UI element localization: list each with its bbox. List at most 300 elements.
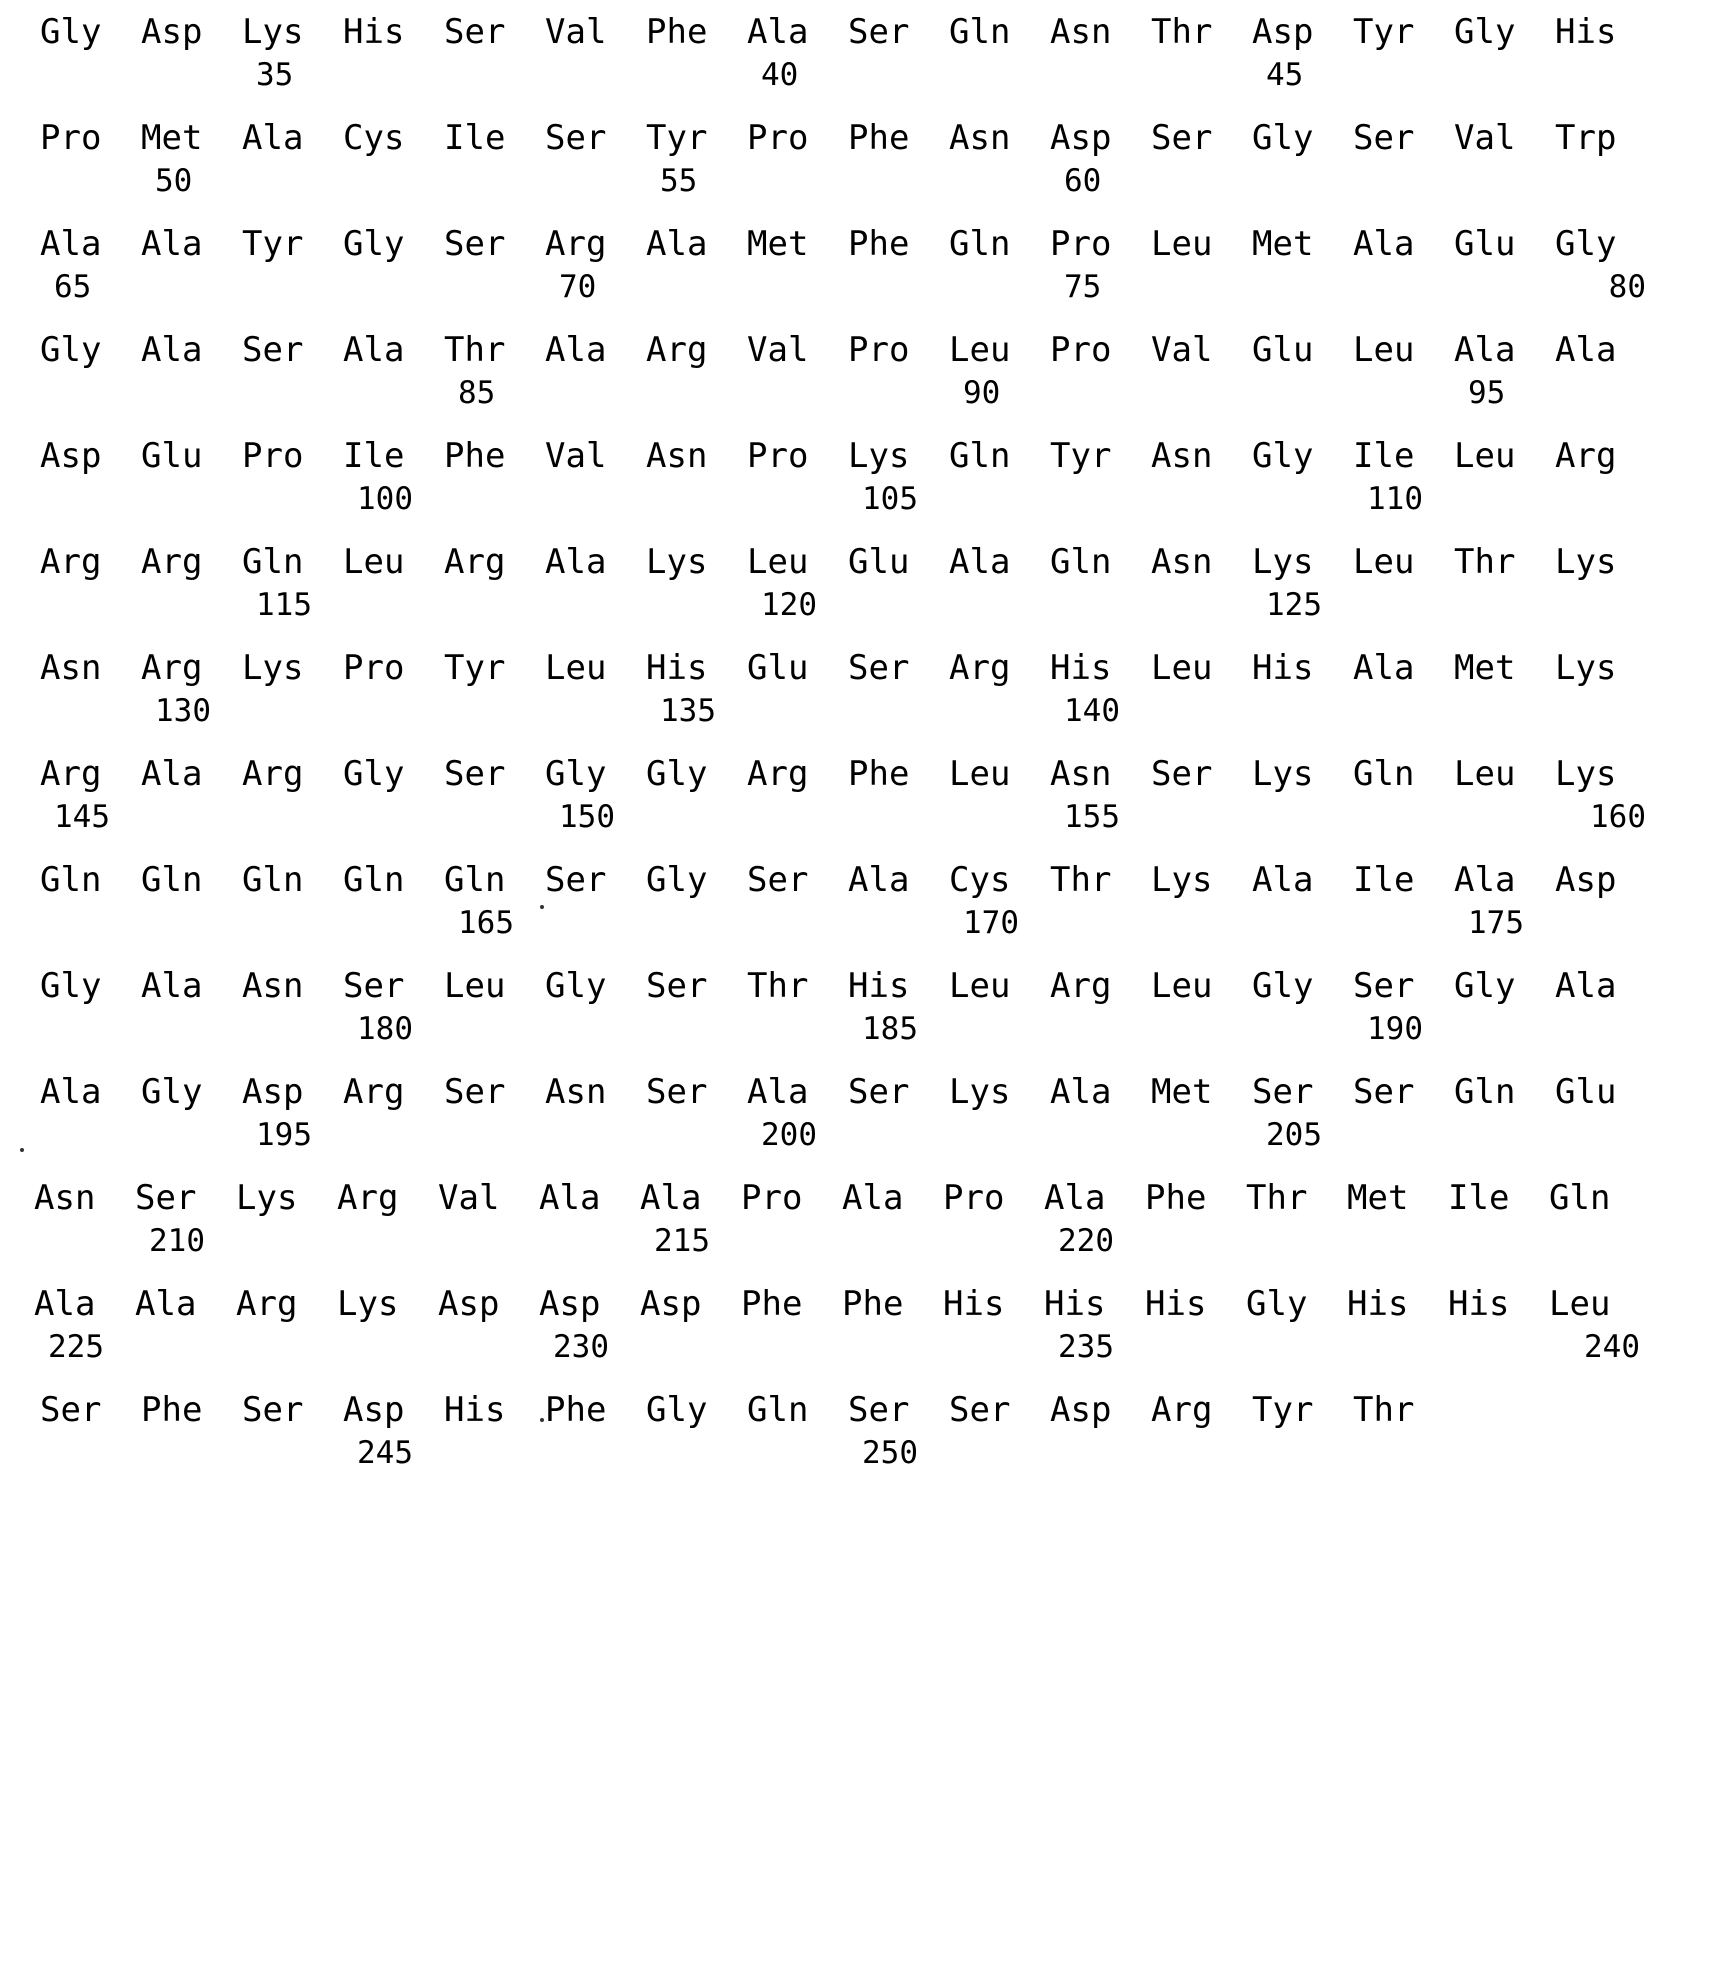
position-number: 205 <box>1266 1117 1322 1153</box>
residue-cell: Ala <box>343 330 405 370</box>
residue-cell: Ala <box>949 542 1011 582</box>
stray-mark <box>540 905 544 909</box>
residue-cell: Leu <box>1151 966 1213 1006</box>
position-number <box>1353 796 1454 838</box>
residue-cell: Val <box>1454 118 1516 158</box>
residue-row <box>40 116 1713 160</box>
residue-cell: Phe <box>646 12 708 52</box>
residue-cell: Val <box>545 12 607 52</box>
position-number <box>343 54 444 96</box>
residue-cell: Pro <box>242 436 304 476</box>
residue-cell: Lys <box>242 648 304 688</box>
position-number <box>438 1326 539 1368</box>
residue-cell: Thr <box>1454 542 1516 582</box>
position-number <box>40 478 141 520</box>
position-number-row <box>40 1114 1713 1156</box>
position-number <box>242 266 343 308</box>
residue-cell: Ala <box>1050 1072 1112 1112</box>
position-number <box>848 796 949 838</box>
residue-cell: Asp <box>640 1284 702 1324</box>
position-number <box>1145 1326 1246 1368</box>
residue-cell: His <box>646 648 708 688</box>
residue-cell: Ser <box>343 966 405 1006</box>
position-number: 130 <box>155 693 211 729</box>
position-number: 85 <box>458 375 496 411</box>
position-number <box>1555 690 1656 732</box>
residue-cell: Glu <box>1252 330 1314 370</box>
residue-cell: Gln <box>141 860 203 900</box>
position-number-row <box>34 1326 1713 1368</box>
residue-cell: Ser <box>646 1072 708 1112</box>
position-number: 90 <box>963 375 1001 411</box>
residue-row <box>40 222 1713 266</box>
position-number <box>949 1114 1050 1156</box>
position-number <box>141 1432 242 1474</box>
sequence-block <box>0 328 1713 414</box>
residue-cell: Ala <box>1555 330 1617 370</box>
position-number <box>646 796 747 838</box>
residue-cell: Leu <box>1151 224 1213 264</box>
position-number <box>1454 160 1555 202</box>
position-number: 245 <box>357 1435 413 1471</box>
residue-cell: Leu <box>545 648 607 688</box>
position-number <box>242 1432 343 1474</box>
position-number <box>1448 1326 1549 1368</box>
residue-cell: Gln <box>949 12 1011 52</box>
position-number-row <box>40 1008 1713 1050</box>
residue-cell: Pro <box>1050 330 1112 370</box>
position-number <box>1454 796 1555 838</box>
position-number <box>1252 1008 1353 1050</box>
position-number <box>646 478 747 520</box>
residue-cell: Lys <box>242 12 304 52</box>
position-number <box>141 372 242 414</box>
position-number <box>242 160 343 202</box>
position-number <box>444 1432 545 1474</box>
position-number <box>1151 796 1252 838</box>
residue-cell: Gln <box>1454 1072 1516 1112</box>
residue-cell: Ser <box>747 860 809 900</box>
position-number <box>545 54 646 96</box>
position-number <box>1353 902 1454 944</box>
position-number <box>646 584 747 626</box>
sequence-block <box>0 1176 1713 1262</box>
position-number <box>1347 1326 1448 1368</box>
position-number: 55 <box>660 163 698 199</box>
residue-cell: Phe <box>848 224 910 264</box>
position-number <box>842 1326 943 1368</box>
sequence-block <box>0 434 1713 520</box>
residue-cell: Cys <box>343 118 405 158</box>
position-number <box>848 690 949 732</box>
position-number <box>40 54 141 96</box>
position-number <box>1151 478 1252 520</box>
residue-cell: Asp <box>40 436 102 476</box>
position-number: 50 <box>155 163 193 199</box>
residue-cell: Glu <box>1454 224 1516 264</box>
position-number <box>1151 584 1252 626</box>
residue-cell: His <box>848 966 910 1006</box>
residue-cell: Lys <box>1151 860 1213 900</box>
position-number <box>747 1008 848 1050</box>
residue-cell: Lys <box>949 1072 1011 1112</box>
position-number: 135 <box>660 693 716 729</box>
residue-cell: Arg <box>40 542 102 582</box>
position-number: 125 <box>1266 587 1322 623</box>
position-number: 210 <box>149 1223 205 1259</box>
position-number: 220 <box>1058 1223 1114 1259</box>
residue-cell: Lys <box>848 436 910 476</box>
residue-cell: Ser <box>40 1390 102 1430</box>
position-number <box>1151 372 1252 414</box>
position-number <box>1252 796 1353 838</box>
residue-cell: Ser <box>242 330 304 370</box>
residue-cell: Gln <box>949 224 1011 264</box>
residue-cell: Gln <box>949 436 1011 476</box>
position-number <box>438 1220 539 1262</box>
position-number <box>1050 478 1151 520</box>
position-number-row <box>40 54 1713 96</box>
position-number <box>848 54 949 96</box>
residue-cell: Gln <box>747 1390 809 1430</box>
residue-cell: Ser <box>848 12 910 52</box>
position-number <box>337 1220 438 1262</box>
position-number <box>236 1220 337 1262</box>
residue-cell: Ala <box>40 1072 102 1112</box>
residue-cell: Pro <box>747 436 809 476</box>
residue-cell: Leu <box>1353 330 1415 370</box>
position-number <box>135 1326 236 1368</box>
position-number: 60 <box>1064 163 1102 199</box>
residue-cell: Tyr <box>646 118 708 158</box>
residue-cell: Ala <box>1252 860 1314 900</box>
residue-cell: Gly <box>141 1072 203 1112</box>
sequence-block <box>0 858 1713 944</box>
residue-cell: Leu <box>1454 754 1516 794</box>
residue-cell: Gly <box>343 754 405 794</box>
position-number <box>236 1326 337 1368</box>
residue-cell: Asp <box>242 1072 304 1112</box>
position-number <box>1353 1432 1454 1474</box>
position-number <box>646 1432 747 1474</box>
residue-cell: His <box>943 1284 1005 1324</box>
residue-cell: Ala <box>539 1178 601 1218</box>
position-number-row <box>34 1220 1713 1262</box>
position-number <box>141 266 242 308</box>
position-number <box>1549 1220 1650 1262</box>
residue-cell: Asp <box>539 1284 601 1324</box>
position-number <box>943 1220 1044 1262</box>
position-number <box>949 1432 1050 1474</box>
position-number <box>1555 160 1656 202</box>
position-number <box>1454 54 1555 96</box>
position-number <box>141 1114 242 1156</box>
position-number-row <box>40 796 1713 838</box>
residue-cell: Leu <box>949 754 1011 794</box>
position-number <box>848 266 949 308</box>
position-number: 145 <box>54 799 110 835</box>
position-number <box>1151 54 1252 96</box>
residue-cell: Pro <box>848 330 910 370</box>
residue-cell: Ser <box>444 1072 506 1112</box>
residue-cell: Ala <box>747 12 809 52</box>
residue-cell: Asp <box>343 1390 405 1430</box>
position-number <box>444 266 545 308</box>
residue-cell: Val <box>545 436 607 476</box>
residue-cell: Ser <box>444 224 506 264</box>
residue-cell: Arg <box>1555 436 1617 476</box>
position-number <box>343 690 444 732</box>
residue-cell: Ser <box>848 1390 910 1430</box>
residue-cell: Thr <box>444 330 506 370</box>
position-number <box>337 1326 438 1368</box>
position-number <box>1050 1432 1151 1474</box>
position-number: 225 <box>48 1329 104 1365</box>
position-number-row <box>40 160 1713 202</box>
position-number <box>141 478 242 520</box>
residue-cell: Asp <box>1555 860 1617 900</box>
residue-cell: Met <box>1347 1178 1409 1218</box>
residue-cell: Met <box>1252 224 1314 264</box>
residue-cell: Arg <box>337 1178 399 1218</box>
position-number: 160 <box>1590 799 1646 835</box>
residue-cell: Gln <box>242 542 304 582</box>
residue-cell: Val <box>747 330 809 370</box>
position-number <box>646 372 747 414</box>
residue-cell: Ala <box>1353 224 1415 264</box>
residue-cell: Arg <box>343 1072 405 1112</box>
position-number <box>1353 160 1454 202</box>
residue-cell: Ser <box>646 966 708 1006</box>
position-number: 40 <box>761 57 799 93</box>
residue-cell: Gly <box>1454 12 1516 52</box>
residue-cell: Ser <box>444 754 506 794</box>
residue-cell: Ser <box>444 12 506 52</box>
residue-cell: Leu <box>747 542 809 582</box>
position-number-row <box>40 584 1713 626</box>
residue-cell: Trp <box>1555 118 1617 158</box>
residue-row <box>40 540 1713 584</box>
position-number: 230 <box>553 1329 609 1365</box>
residue-cell: Gly <box>1252 966 1314 1006</box>
position-number <box>1555 1114 1656 1156</box>
position-number <box>1555 54 1656 96</box>
residue-cell: Ala <box>1454 330 1516 370</box>
position-number: 235 <box>1058 1329 1114 1365</box>
position-number <box>1454 584 1555 626</box>
residue-cell: Lys <box>236 1178 298 1218</box>
position-number <box>242 796 343 838</box>
position-number <box>40 1008 141 1050</box>
residue-cell: Arg <box>40 754 102 794</box>
residue-row <box>40 434 1713 478</box>
position-number <box>747 372 848 414</box>
position-number <box>1151 1008 1252 1050</box>
position-number: 150 <box>559 799 615 835</box>
position-number: 185 <box>862 1011 918 1047</box>
position-number <box>343 372 444 414</box>
residue-cell: Ala <box>842 1178 904 1218</box>
residue-cell: Pro <box>40 118 102 158</box>
position-number <box>1454 1008 1555 1050</box>
position-number <box>1555 902 1656 944</box>
position-number <box>242 902 343 944</box>
position-number <box>40 902 141 944</box>
residue-cell: Leu <box>444 966 506 1006</box>
position-number <box>545 1008 646 1050</box>
position-number <box>1050 1008 1151 1050</box>
position-number <box>545 902 646 944</box>
sequence-block <box>0 116 1713 202</box>
position-number <box>40 372 141 414</box>
residue-cell: Gln <box>1353 754 1415 794</box>
position-number <box>747 796 848 838</box>
residue-cell: Gly <box>40 966 102 1006</box>
residue-cell: His <box>1252 648 1314 688</box>
position-number <box>343 796 444 838</box>
residue-cell: Ala <box>141 330 203 370</box>
position-number <box>242 1008 343 1050</box>
position-number <box>1353 584 1454 626</box>
residue-cell: Arg <box>646 330 708 370</box>
residue-cell: Ala <box>646 224 708 264</box>
position-number: 110 <box>1367 481 1423 517</box>
residue-row <box>40 1070 1713 1114</box>
residue-cell: Gly <box>1252 436 1314 476</box>
residue-cell: Glu <box>848 542 910 582</box>
residue-row <box>34 1282 1713 1326</box>
residue-cell: Ser <box>242 1390 304 1430</box>
position-number <box>848 902 949 944</box>
position-number <box>539 1220 640 1262</box>
position-number <box>343 1114 444 1156</box>
position-number <box>141 584 242 626</box>
residue-cell: Leu <box>949 330 1011 370</box>
position-number <box>747 690 848 732</box>
position-number <box>1353 54 1454 96</box>
residue-cell: Glu <box>141 436 203 476</box>
position-number: 215 <box>654 1223 710 1259</box>
position-number: 70 <box>559 269 597 305</box>
position-number <box>1252 1432 1353 1474</box>
residue-cell: Ala <box>242 118 304 158</box>
position-number <box>848 372 949 414</box>
residue-cell: Phe <box>1145 1178 1207 1218</box>
position-number <box>40 1114 141 1156</box>
residue-cell: Ser <box>1353 1072 1415 1112</box>
residue-cell: Leu <box>1454 436 1516 476</box>
residue-cell: Ile <box>343 436 405 476</box>
residue-cell: Leu <box>1353 542 1415 582</box>
position-number: 195 <box>256 1117 312 1153</box>
position-number <box>1151 1114 1252 1156</box>
residue-cell: Leu <box>1549 1284 1611 1324</box>
residue-cell: Tyr <box>1353 12 1415 52</box>
position-number <box>1252 160 1353 202</box>
position-number: 200 <box>761 1117 817 1153</box>
position-number: 75 <box>1064 269 1102 305</box>
residue-cell: Gly <box>343 224 405 264</box>
residue-cell: Gly <box>40 12 102 52</box>
residue-cell: Cys <box>949 860 1011 900</box>
position-number <box>646 266 747 308</box>
position-number <box>1246 1326 1347 1368</box>
residue-cell: Phe <box>545 1390 607 1430</box>
position-number <box>40 584 141 626</box>
residue-cell: Met <box>1454 648 1516 688</box>
sequence-block <box>0 10 1713 96</box>
position-number <box>545 372 646 414</box>
position-number <box>1448 1220 1549 1262</box>
residue-cell: Leu <box>343 542 405 582</box>
residue-cell: Gly <box>646 1390 708 1430</box>
position-number: 45 <box>1266 57 1304 93</box>
residue-cell: Pro <box>747 118 809 158</box>
position-number-row <box>40 266 1713 308</box>
position-number <box>848 584 949 626</box>
position-number: 250 <box>862 1435 918 1471</box>
residue-cell: Asp <box>1050 118 1112 158</box>
residue-cell: Gly <box>1246 1284 1308 1324</box>
position-number <box>343 266 444 308</box>
residue-cell: Tyr <box>444 648 506 688</box>
position-number <box>741 1220 842 1262</box>
residue-cell: Ser <box>848 1072 910 1112</box>
position-number <box>444 796 545 838</box>
position-number <box>949 160 1050 202</box>
position-number: 65 <box>54 269 92 305</box>
position-number <box>949 478 1050 520</box>
position-number <box>646 1114 747 1156</box>
residue-cell: Ile <box>1353 860 1415 900</box>
residue-cell: Ala <box>141 966 203 1006</box>
position-number-row <box>40 478 1713 520</box>
position-number <box>242 478 343 520</box>
position-number <box>34 1220 135 1262</box>
position-number <box>1252 372 1353 414</box>
residue-cell: Ala <box>34 1284 96 1324</box>
residue-cell: Glu <box>747 648 809 688</box>
position-number <box>545 1114 646 1156</box>
residue-cell: Arg <box>747 754 809 794</box>
sequence-block <box>0 540 1713 626</box>
position-number <box>545 690 646 732</box>
position-number <box>842 1220 943 1262</box>
position-number: 95 <box>1468 375 1506 411</box>
residue-cell: Asp <box>141 12 203 52</box>
residue-cell: Leu <box>1151 648 1213 688</box>
residue-cell: Ser <box>848 648 910 688</box>
residue-cell: Thr <box>1246 1178 1308 1218</box>
residue-cell: Asn <box>1050 754 1112 794</box>
position-number <box>343 160 444 202</box>
residue-cell: His <box>444 1390 506 1430</box>
position-number <box>444 584 545 626</box>
position-number <box>1252 690 1353 732</box>
residue-cell: Gln <box>343 860 405 900</box>
position-number <box>1151 266 1252 308</box>
position-number <box>747 160 848 202</box>
residue-cell: Arg <box>242 754 304 794</box>
position-number <box>444 160 545 202</box>
residue-row <box>40 1388 1713 1432</box>
position-number <box>747 902 848 944</box>
residue-cell: Leu <box>949 966 1011 1006</box>
residue-cell: Ala <box>747 1072 809 1112</box>
residue-cell: Gln <box>444 860 506 900</box>
position-number <box>1252 902 1353 944</box>
residue-cell: Asn <box>34 1178 96 1218</box>
